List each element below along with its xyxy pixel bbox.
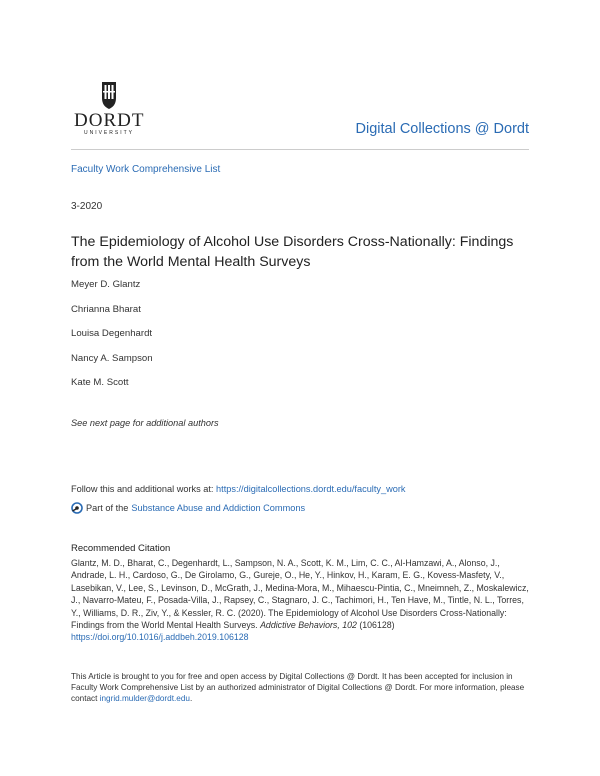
follow-url-link[interactable]: https://digitalcollections.dordt.edu/faculty_work — [216, 484, 406, 494]
notice-text: This Article is brought to you for free and open access by Digital Collections @ Dordt. It has been accepted for inclusion in Faculty Work Comprehensive List by an authorized administrator of Digital Collections @ Dordt. For more information, please contact — [71, 672, 525, 704]
publication-date: 3-2020 — [71, 201, 103, 212]
author-list — [71, 279, 153, 402]
see-next-note: See next page for additional authors — [71, 418, 219, 428]
commons-link[interactable]: Substance Abuse and Addiction Commons — [131, 503, 306, 513]
article-title: The Epidemiology of Alcohol Use Disorders Cross-Nationally: Findings from the World Mental Health Surveys — [71, 234, 514, 270]
follow-prefix: Follow this and additional works at: — [71, 484, 217, 494]
header-divider — [71, 149, 529, 150]
author-name: Louisa Degenhardt — [71, 328, 153, 339]
commons-network-icon — [71, 502, 83, 514]
logo-wordmark: DORDT — [74, 110, 145, 131]
author-name: Nancy A. Sampson — [71, 352, 153, 364]
collection-link[interactable]: Faculty Work Comprehensive List — [71, 164, 221, 175]
author-name: Meyer D. Glantz — [71, 279, 141, 290]
citation-body: Glantz, M. D., Bharat, C., Degenhardt, L., Sampson, N. A., Scott, K. M., Lim, C. C., Al-Hamzawi, A., Alonso, J., Andrade, L. H., Cardoso, G., De Girolamo, G., Gureje, O., He, Y., Hinkov, H., Karam, E. G., Kovess-Masfety, V., Lasebikan, V., Lee, S., Levinson, D., McGrath, J., Medina-Mora, M., Mihaescu-Pintia, C., Mneimneh, Z., Moskalewicz, J., Navarro-Mateu, F., Posada-Villa, J., Rapsey, C., Stagnaro, J. C., Tachimori, H., Ten Have, M., Tintle, N. L., Torres, Y., Williams, D. R., Ziv, Y., & Kessler, R. C. (2020). The Epidemiology of Alcohol Use Disorders Cross-Nationally: Findings from the World Mental Health Surveys. — [71, 558, 529, 631]
contact-email-link[interactable]: ingrid.mulder@dordt.edu — [99, 694, 190, 704]
doi-link[interactable]: https://doi.org/10.1016/j.addbeh.2019.106128 — [71, 632, 249, 643]
follow-line — [71, 484, 406, 494]
author-name: Chrianna Bharat — [71, 303, 141, 315]
logo-subtitle: UNIVERSITY — [83, 130, 134, 136]
recommended-citation-heading: Recommended Citation — [71, 543, 171, 554]
author-name: Kate M. Scott — [71, 377, 129, 388]
citation-text — [71, 557, 533, 644]
part-of-line — [71, 502, 305, 514]
citation-article-number: (106128) — [356, 620, 395, 631]
repository-title-link[interactable]: Digital Collections @ Dordt — [355, 121, 529, 137]
part-of-prefix: Part of the — [86, 503, 129, 513]
citation-journal: Addictive Behaviors, 102 — [260, 620, 357, 631]
dordt-crest-icon — [94, 80, 124, 110]
access-notice — [71, 671, 533, 705]
notice-end: . — [189, 694, 193, 704]
dordt-logo[interactable] — [74, 80, 144, 136]
